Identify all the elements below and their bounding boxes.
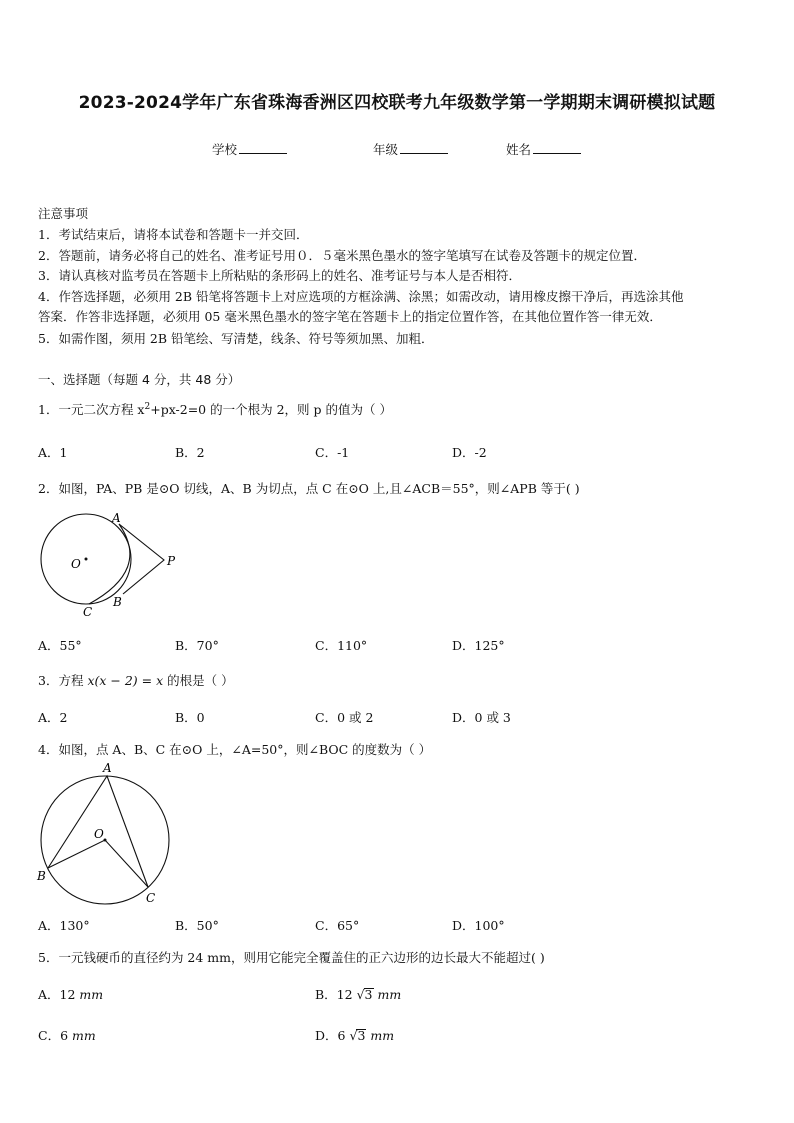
school-label: 学校 (212, 142, 238, 157)
q2-option-a[interactable]: A．55° (38, 638, 82, 653)
notice-heading: 注意事项 (38, 206, 89, 221)
school-field[interactable] (212, 140, 287, 158)
question-3: 3．方程 x(x − 2) = x 的根是（ ） (38, 673, 234, 688)
q4-label-a: A (103, 761, 112, 775)
grade-field[interactable] (373, 140, 448, 158)
q1-option-c[interactable]: C．-1 (315, 445, 350, 460)
notice-item: 1．考试结束后，请将本试卷和答题卡一并交回． (38, 227, 309, 242)
notice-item: 答案．作答非选择题，必须用 05 毫米黑色墨水的签字笔在答题卡上的指定位置作答，在其他位置作答一律无效． (38, 309, 662, 324)
q2-option-c[interactable]: C．110° (315, 638, 368, 653)
q3-option-d[interactable]: D．0 或 3 (452, 710, 511, 725)
name-blank[interactable] (533, 141, 581, 154)
q4-label-o: O (94, 827, 104, 841)
q5-option-b[interactable]: B．12 √3 mm (315, 987, 402, 1002)
q4-label-b: B (37, 869, 46, 883)
q1-option-d[interactable]: D．-2 (452, 445, 487, 460)
question-1: 1．一元二次方程 $x^2+px-2=0$ 的一个根为 2，则 p 的值为（ ） (38, 401, 392, 417)
grade-blank[interactable] (400, 141, 448, 154)
question-2: 2．如图，PA、PB 是⊙O 切线，A、B 为切点，点 C 在⊙O 上,且∠ACB＝55°，则∠APB 等于( ) (38, 481, 580, 496)
q2-option-d[interactable]: D．125° (452, 638, 505, 653)
q2-option-b[interactable]: B．70° (175, 638, 219, 653)
q3-option-c[interactable]: C．0 或 2 (315, 710, 374, 725)
q1-option-b[interactable]: B．2 (175, 445, 205, 460)
q4-option-a[interactable]: A．130° (38, 918, 90, 933)
notice-item: 3．请认真核对监考员在答题卡上所粘贴的条形码上的姓名、准考证号与本人是否相符． (38, 268, 521, 283)
name-field[interactable] (506, 140, 581, 158)
page-title: 2023-2024学年广东省珠海香洲区四校联考九年级数学第一学期期末调研模拟试题 (78, 93, 716, 113)
school-blank[interactable] (239, 141, 287, 154)
q3-option-a[interactable]: A．2 (38, 710, 68, 725)
question-4: 4．如图，点 A、B、C 在⊙O 上，∠A=50°，则∠BOC 的度数为（ ） (38, 742, 432, 757)
name-label: 姓名 (506, 142, 532, 157)
q4-label-c: C (146, 891, 156, 905)
q5-option-c[interactable]: C．6 mm (38, 1028, 96, 1043)
notice-item: 5．如需作图，须用 2B 铅笔绘、写清楚，线条、符号等须加黑、加粗． (38, 331, 434, 346)
q4-option-c[interactable]: C．65° (315, 918, 360, 933)
q3-option-b[interactable]: B．0 (175, 710, 205, 725)
q2-label-b: B (113, 595, 122, 609)
q4-center-dot (104, 839, 107, 842)
q3-equation: x(x − 2) = x (87, 673, 164, 688)
q2-label-c: C (83, 605, 93, 619)
notice-item: 2．答题前，请务必将自己的姓名、准考证号用０．５毫米黑色墨水的签字笔填写在试卷及答题卡的规定位置． (38, 248, 646, 263)
q4-option-b[interactable]: B．50° (175, 918, 219, 933)
q2-label-o: O (71, 557, 81, 571)
q4-figure (34, 760, 174, 910)
q2-label-p: P (167, 554, 176, 568)
q2-chord (89, 524, 130, 604)
q2-center-dot (85, 558, 88, 561)
q5-option-a[interactable]: A．12 mm (38, 987, 104, 1002)
grade-label: 年级 (373, 142, 399, 157)
q1-option-a[interactable]: A．1 (38, 445, 68, 460)
q2-label-a: A (112, 511, 121, 525)
section-heading: 一、选择题（每题 4 分，共 48 分） (38, 372, 241, 387)
q5-option-d[interactable]: D．6 √3 mm (315, 1028, 395, 1043)
notice-item: 4．作答选择题，必须用 2B 铅笔将答题卡上对应选项的方框涂满、涂黑；如需改动，请用橡皮擦干净后，再选涂其他 (38, 289, 684, 304)
q2-figure (36, 508, 186, 620)
question-5: 5．一元钱硬币的直径约为 24 mm，则用它能完全覆盖住的正六边形的边长最大不能超过( ) (38, 950, 545, 965)
q4-option-d[interactable]: D．100° (452, 918, 505, 933)
